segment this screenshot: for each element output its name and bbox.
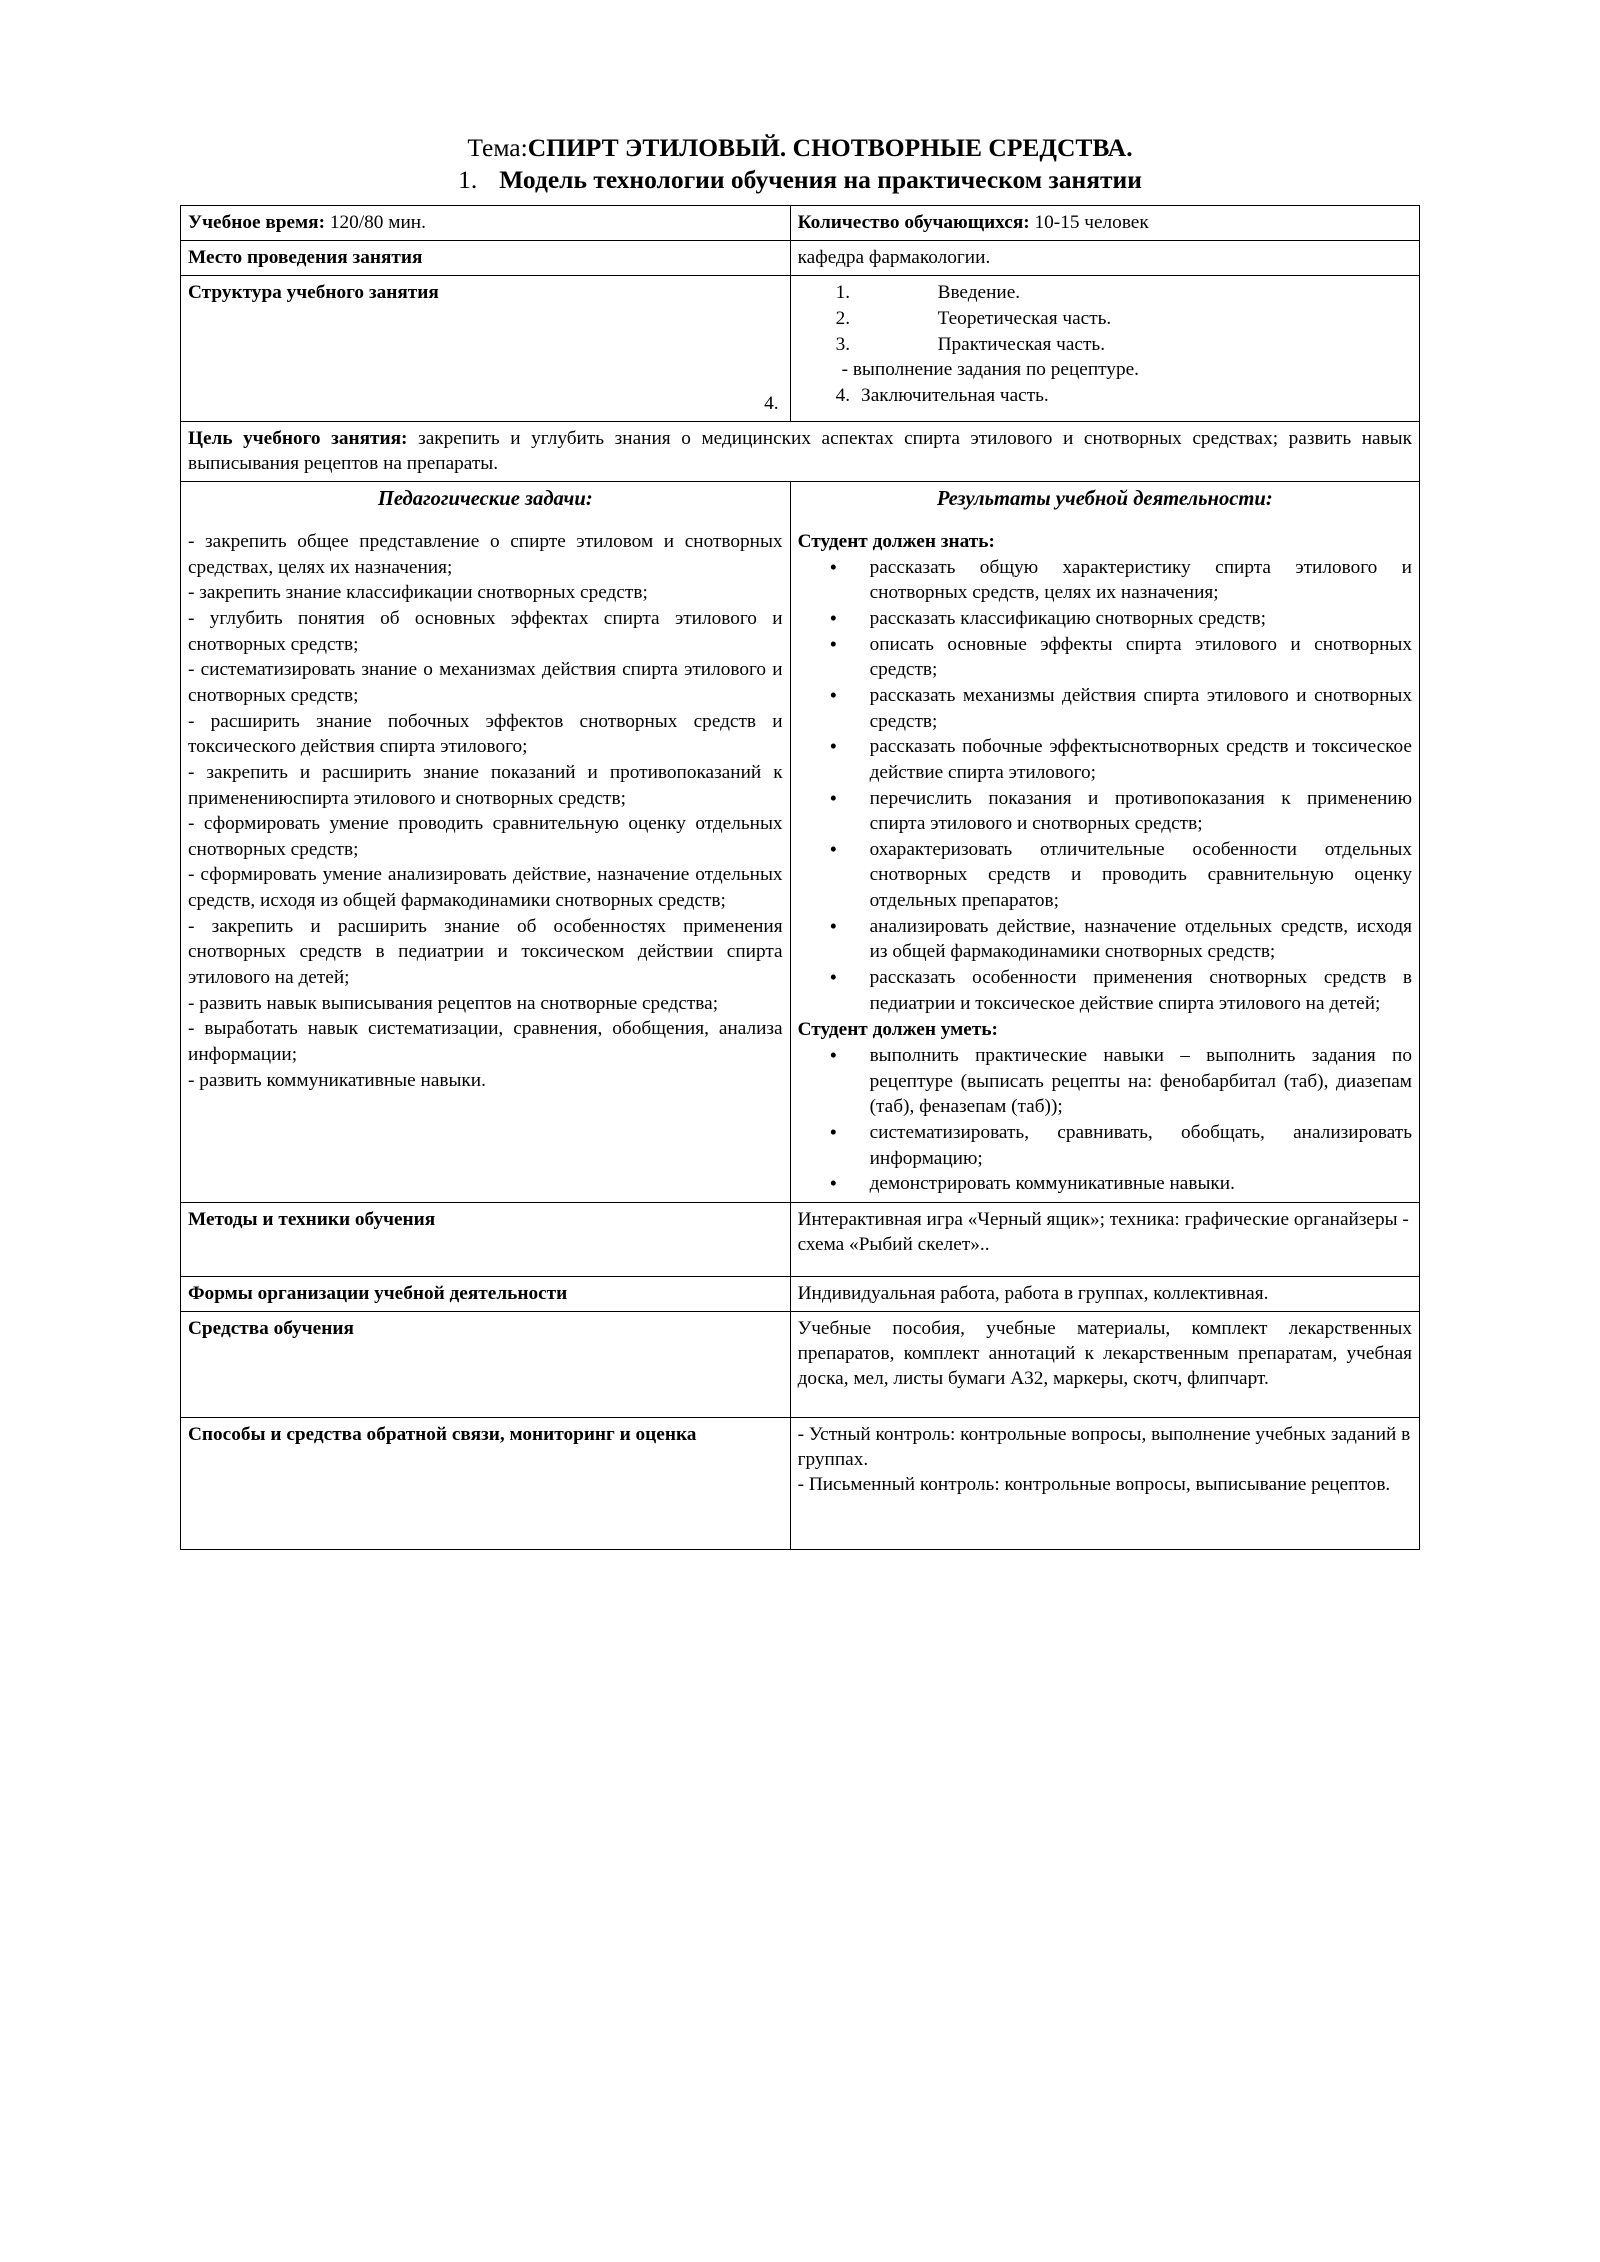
goal-text: закрепить и углубить знания о медицинских аспектах спирта этилового и снотворных средствах; развить навык выписывания рецептов на препараты. [188, 428, 1413, 475]
list-item: • рассказать классификацию снотворных средств; [798, 606, 1412, 632]
structure-spacer [188, 305, 783, 391]
list-item [798, 280, 1412, 306]
structure-stray-number: 4. [764, 392, 779, 414]
methods-value: Интерактивная игра «Черный ящик»; техника: графические органайзеры - схема «Рыбий скелет».. [797, 1209, 1409, 1256]
structure-item-label: Практическая часть. [937, 333, 1106, 355]
task-item: - закрепить общее представление о спирте этиловом и снотворных средствах, целях их назначения; [188, 530, 783, 578]
must-do-heading: Студент должен уметь: [797, 1019, 998, 1041]
cell-methods-label [181, 1203, 791, 1277]
list-item [798, 332, 1412, 358]
table-row-tasks-results [181, 482, 1420, 1203]
cell-feedback-value [790, 1418, 1419, 1550]
list-item: • перечислить показания и противопоказания к применению спирта этилового и снотворных средств; [798, 786, 1412, 837]
section-heading [180, 165, 1420, 196]
list-item: • охарактеризовать отличительные особенности отдельных снотворных средств и проводить сравнительную оценку отдельных препаратов; [798, 837, 1412, 914]
task-item: - систематизировать знание о механизмах действия спирта этилового и снотворных средств; [188, 659, 783, 706]
study-time-value: 120/80 мин. [329, 211, 426, 233]
task-item: - развить коммуникативные навыки. [188, 1069, 486, 1091]
feedback-line-oral: - Устный контроль: контрольные вопросы, выполнение учебных заданий в группах. [797, 1424, 1411, 1471]
task-item: - сформировать умение проводить сравнительную оценку отдельных снотворных средств; [188, 813, 783, 860]
place-label: Место проведения занятия [188, 246, 423, 268]
table-row-time [181, 205, 1420, 240]
structure-subitem: - выполнение задания по рецептуре. [841, 359, 1139, 381]
list-item: • рассказать механизмы действия спирта этилового и снотворных средств; [798, 683, 1412, 734]
structure-item-number: 2. [835, 307, 851, 329]
table-row-methods [181, 1203, 1420, 1277]
cell-structure-label [181, 275, 791, 421]
structure-item-number: 3. [835, 333, 851, 355]
task-item: - закрепить и расширить знание об особенностях применения снотворных средств в педиатрии и токсическом действии спирта этилового на детей; [188, 915, 783, 989]
means-label: Средства обучения [188, 1318, 354, 1340]
structure-item-label: Введение. [937, 281, 1021, 303]
cell-forms-label [181, 1277, 791, 1312]
forms-label: Формы организации учебной деятельности [188, 1283, 568, 1304]
must-know-heading: Студент должен знать: [797, 530, 995, 552]
tasks-heading: Педагогические задачи: [377, 488, 593, 511]
structure-item-label: Теоретическая часть. [937, 307, 1112, 329]
must-do-list [798, 1043, 1412, 1197]
model-table [180, 205, 1420, 1550]
task-item: - углубить понятия об основных эффектах спирта этилового и снотворных средств; [188, 607, 783, 655]
list-item: • демонстрировать коммуникативные навыки. [798, 1171, 1412, 1197]
structure-item-number: 1. [835, 281, 851, 303]
list-item: • анализировать действие, назначение отдельных средств, исходя из общей фармакодинамики снотворных средств; [798, 914, 1412, 965]
cell-means-value [790, 1312, 1419, 1418]
task-item: - закрепить и расширить знание показаний и противопоказаний к применениюспирта этилового и снотворных средств; [188, 761, 783, 809]
structure-label: Структура учебного занятия [188, 281, 439, 303]
student-count-label: Количество обучающихся: [797, 211, 1030, 233]
table-row-structure [181, 275, 1420, 421]
means-value: Учебные пособия, учебные материалы, комплект лекарственных препаратов, комплект аннотаций к лекарственным препаратам, учебная доска, мел, листы бумаги А32, маркеры, скотч, флипчарт. [797, 1318, 1412, 1390]
list-item: • рассказать особенности применения снотворных средств в педиатрии и токсическое действие спирта этилового на детей; [798, 965, 1412, 1016]
cell-study-time [181, 205, 791, 240]
section-title: Модель технологии обучения на практическом занятии [499, 165, 1142, 195]
cell-pedagogical-tasks [181, 482, 791, 1203]
structure-final-number: 4. [835, 385, 851, 407]
structure-final-label: Заключительная часть. [861, 385, 1049, 407]
structure-list [798, 280, 1412, 358]
task-item: - развить навык выписывания рецептов на снотворные средства; [188, 992, 719, 1014]
cell-place-label [181, 240, 791, 275]
title-main: СПИРТ ЭТИЛОВЫЙ. СНОТВОРНЫЕ СРЕДСТВА. [527, 133, 1133, 162]
list-item: • рассказать побочные эффектыснотворных средств и токсическое действие спирта этилового; [798, 734, 1412, 785]
study-time-label: Учебное время: [188, 211, 326, 233]
feedback-label: Способы и средства обратной связи, мониторинг и оценка [188, 1424, 697, 1446]
cell-methods-value [790, 1203, 1419, 1277]
table-row-goal [181, 422, 1420, 482]
feedback-line-written: - Письменный контроль: контрольные вопросы, выписывание рецептов. [797, 1474, 1391, 1496]
cell-means-label [181, 1312, 791, 1418]
title-lead: Тема: [467, 133, 528, 162]
results-heading: Результаты учебной деятельности: [936, 488, 1273, 511]
table-row-forms [181, 1277, 1420, 1312]
task-item: - сформировать умение анализировать действие, назначение отдельных средств, исходя из общей фармакодинамики снотворных средств; [188, 864, 783, 912]
task-item: - расширить знание побочных эффектов снотворных средств и токсического действия спирта этилового; [188, 710, 783, 758]
must-know-list [798, 555, 1412, 1017]
list-item [798, 306, 1412, 332]
cell-forms-value [790, 1277, 1419, 1312]
task-item: - закрепить знание классификации снотворных средств; [188, 582, 648, 604]
section-number: 1. [458, 165, 478, 195]
goal-label: Цель учебного занятия: [188, 428, 408, 450]
methods-label: Методы и техники обучения [188, 1209, 436, 1230]
forms-value: Индивидуальная работа, работа в группах, коллективная. [797, 1283, 1269, 1304]
cell-feedback-label [181, 1418, 791, 1550]
student-count-value: 10-15 человек [1034, 211, 1149, 233]
cell-goal [181, 422, 1420, 482]
page-content [120, 132, 1480, 1550]
table-row-means [181, 1312, 1420, 1418]
list-item: • систематизировать, сравнивать, обобщать, анализировать информацию; [798, 1120, 1412, 1171]
cell-learning-results [790, 482, 1419, 1203]
cell-place-value [790, 240, 1419, 275]
cell-structure-list [790, 275, 1419, 421]
table-row-place [181, 240, 1420, 275]
cell-student-count [790, 205, 1419, 240]
list-item: • выполнить практические навыки – выполнить задания по рецептуре (выписать рецепты на: фенобарбитал (таб), диазепам (таб), феназепам (таб)); [798, 1043, 1412, 1120]
structure-final-item [798, 383, 1412, 409]
list-item: • рассказать общую характеристику спирта этилового и снотворных средств, целях их назначения; [798, 555, 1412, 606]
task-item: - выработать навык систематизации, сравнения, обобщения, анализа информации; [188, 1018, 783, 1066]
table-row-feedback [181, 1418, 1420, 1550]
document-title [180, 132, 1420, 163]
place-value: кафедра фармакологии. [797, 246, 991, 268]
tasks-list [188, 529, 783, 1093]
list-item: • описать основные эффекты спирта этилового и снотворных средств; [798, 632, 1412, 683]
